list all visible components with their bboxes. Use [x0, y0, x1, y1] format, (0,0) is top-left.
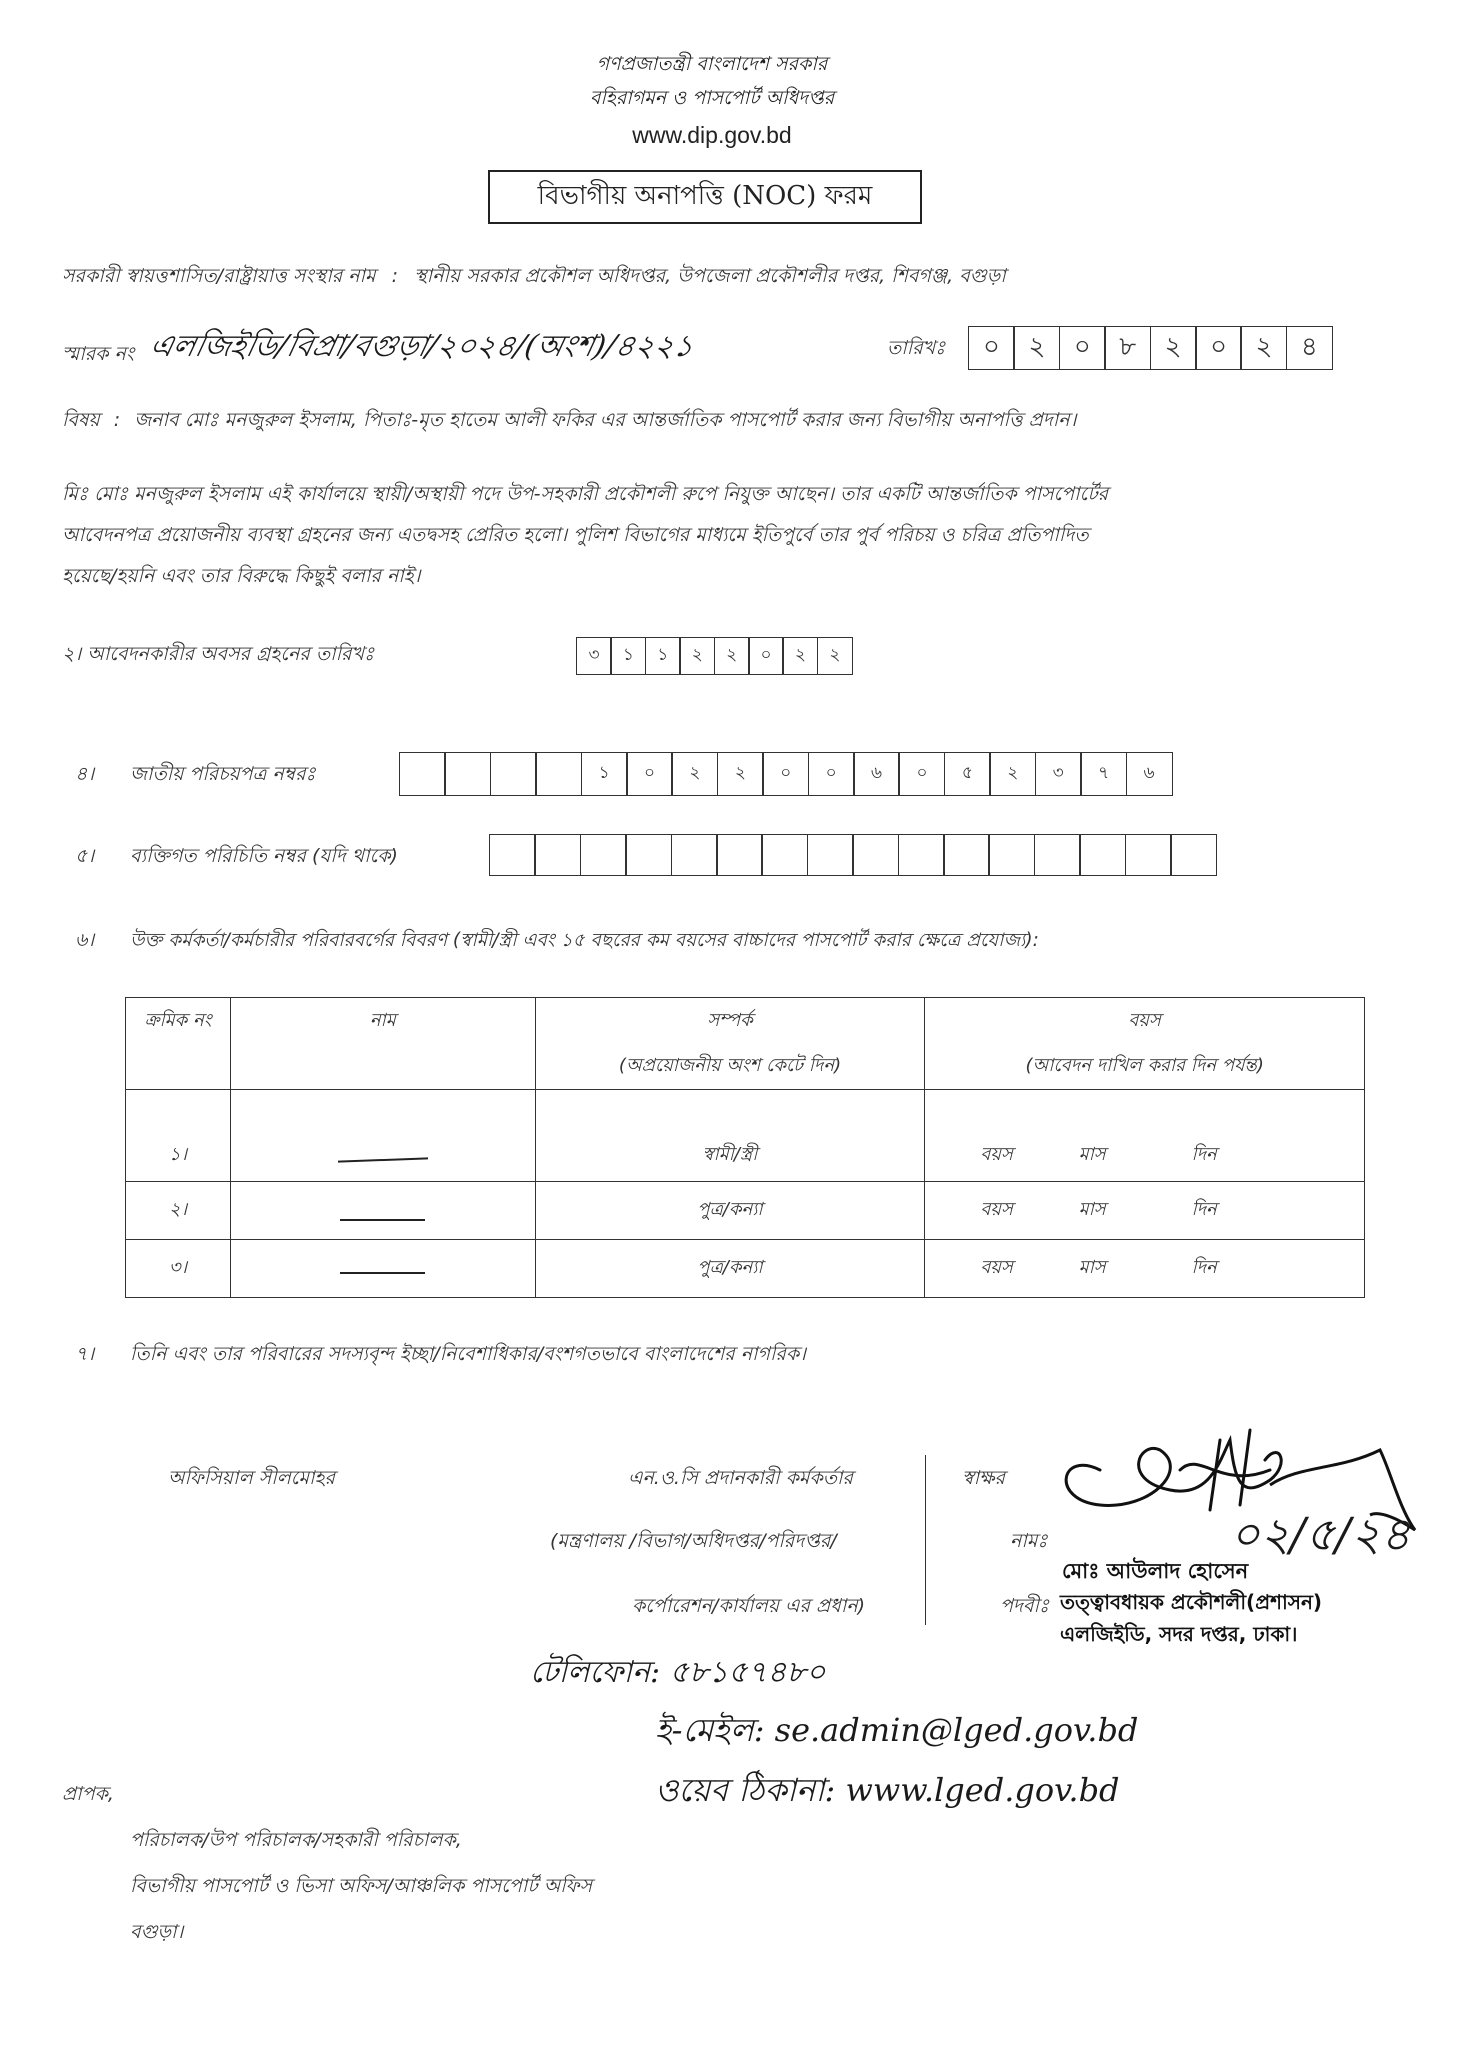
- row2-serial: ২।: [126, 1182, 231, 1240]
- digit-box: ০: [808, 752, 855, 796]
- digit-box: [943, 834, 990, 876]
- digit-box: ২: [989, 752, 1036, 796]
- digit-box: ০: [762, 752, 809, 796]
- digit-box: ৬: [853, 752, 900, 796]
- digit-box: ০: [1059, 326, 1106, 370]
- sign-date: ০২/৫/২৪: [1230, 1507, 1411, 1561]
- digit-box: ২: [1240, 326, 1287, 370]
- org-row: সরকারী স্বায়ত্তশাসিত/রাষ্ট্রায়াত্ত সংস্থার নাম : স্থানীয় সরকার প্রকৌশল অধিদপ্তর, উপজেলা প্রকৌশলীর দপ্তর, শিবগঞ্জ, বগুড়া: [62, 265, 1006, 287]
- digit-box: [444, 752, 491, 796]
- recipient-line2: বিভাগীয় পাসপোর্ট ও ভিসা অফিস/আঞ্চলিক পাসপোর্ট অফিস: [130, 1875, 593, 1897]
- digit-box: [1079, 834, 1126, 876]
- row3-serial: ৩।: [126, 1240, 231, 1298]
- th-age-note: (আবেদন দাখিল করার দিন পর্যন্ত): [1025, 1055, 1264, 1076]
- nid-boxes: [399, 752, 1171, 796]
- digit-box: [489, 834, 536, 876]
- digit-box: ২: [1013, 326, 1060, 370]
- recipient-label: প্রাপক,: [62, 1783, 114, 1805]
- handwritten-email: ই-মেইল: se.admin@lged.gov.bd: [655, 1711, 1139, 1749]
- row2-name: [230, 1182, 535, 1240]
- digit-box: ২: [782, 637, 818, 675]
- digit-box: ২: [714, 637, 750, 675]
- digit-box: ২: [679, 637, 715, 675]
- noc-giver-line3: কর্পোরেশন/কার্যালয় এর প্রধান): [632, 1595, 866, 1617]
- digit-box: ২: [671, 752, 718, 796]
- digit-box: ১: [581, 752, 628, 796]
- handwritten-web: ওয়েব ঠিকানা: www.lged.gov.bd: [655, 1771, 1120, 1809]
- noc-giver-line2: (মন্ত্রণালয় /বিভাগ/অধিদপ্তর/পরিদপ্তর/: [550, 1530, 837, 1552]
- handwritten-phone: টেলিফোন: ৫৮১৫৭৪৮০: [530, 1655, 826, 1690]
- sign-label: স্বাক্ষর: [962, 1467, 1005, 1489]
- family-table: [125, 997, 1365, 1298]
- designation-value: তত্ত্বাবধায়ক প্রকৌশলী(প্রশাসন): [1060, 1590, 1323, 1614]
- digit-box: ২: [1150, 326, 1197, 370]
- digit-box: [535, 752, 582, 796]
- digit-box: [399, 752, 446, 796]
- digit-box: [898, 834, 945, 876]
- th-name: নাম: [230, 998, 535, 1090]
- memo-date-boxes: [968, 326, 1331, 370]
- row1-relation: স্বামী/স্ত্রী: [535, 1090, 925, 1182]
- digit-box: ০: [968, 326, 1015, 370]
- th-age-title: বয়স: [1128, 1010, 1161, 1031]
- retirement-date-boxes: [576, 637, 851, 675]
- row3-age: বয়স মাস দিন: [925, 1240, 1365, 1298]
- digit-box: [1125, 834, 1172, 876]
- memo-label: স্মারক নং: [62, 343, 135, 365]
- row3-name: [230, 1240, 535, 1298]
- digit-box: [761, 834, 808, 876]
- digit-box: [988, 834, 1035, 876]
- designation-label: পদবীঃ: [1000, 1595, 1050, 1617]
- dash-mark: [340, 1219, 425, 1221]
- dash-mark: [340, 1272, 425, 1274]
- name-value: মোঃ আউলাদ হোসেন: [1062, 1559, 1249, 1583]
- item6-label: উক্ত কর্মকর্তা/কর্মচারীর পরিবারবর্গের বিবরণ (স্বামী/স্ত্রী এবং ১৫ বছরের কম বয়সের বাচ্চাদের পাসপোর্ট করার ক্ষেত্রে প্রযোজ্য):: [130, 930, 1039, 951]
- digit-box: [1170, 834, 1217, 876]
- row1-age: বয়স মাস দিন: [925, 1090, 1365, 1182]
- item5-label: ব্যক্তিগত পরিচিতি নম্বর (যদি থাকে): [130, 845, 398, 867]
- digit-box: [534, 834, 581, 876]
- row2-relation: পুত্র/কন্যা: [535, 1182, 925, 1240]
- item6-num: ৬।: [75, 929, 95, 951]
- digit-box: ৬: [1126, 752, 1173, 796]
- header-line2: বহিরাগমন ও পাসপোর্ট অধিদপ্তর: [589, 87, 835, 109]
- recipient-line3: বগুড়া।: [130, 1921, 184, 1943]
- form-title: বিভাগীয় অনাপত্তি (NOC) ফরম: [537, 181, 873, 211]
- th-relation: [535, 998, 925, 1090]
- digit-box: ১: [610, 637, 646, 675]
- digit-box: ০: [898, 752, 945, 796]
- digit-box: [716, 834, 763, 876]
- item5-num: ৫।: [75, 845, 95, 867]
- digit-box: ৫: [944, 752, 991, 796]
- subject-text: জনাব মোঃ মনজুরুল ইসলাম, পিতাঃ-মৃত হাতেম আলী ফকির এর আন্তর্জাতিক পাসপোর্ট করার জন্য বিভাগীয় অনাপত্তি প্রদান।: [134, 409, 1077, 431]
- row3-relation: পুত্র/কন্যা: [535, 1240, 925, 1298]
- digit-box: ১: [645, 637, 681, 675]
- digit-box: [671, 834, 718, 876]
- table-row: [126, 1240, 1365, 1298]
- table-header-row: [126, 998, 1365, 1090]
- noc-giver-line1: এন.ও.সি প্রদানকারী কর্মকর্তার: [628, 1467, 853, 1489]
- digit-box: ৭: [1080, 752, 1127, 796]
- recipient-line1: পরিচালক/উপ পরিচালক/সহকারী পরিচালক,: [130, 1829, 462, 1851]
- name-label: নামঃ: [1010, 1530, 1048, 1552]
- digit-box: [1034, 834, 1081, 876]
- digit-box: [490, 752, 537, 796]
- digit-box: [580, 834, 627, 876]
- office-value: এলজিইডি, সদর দপ্তর, ঢাকা।: [1060, 1622, 1298, 1646]
- org-value: স্থানীয় সরকার প্রকৌশল অধিদপ্তর, উপজেলা প্রকৌশলীর দপ্তর, শিবগঞ্জ, বগুড়া: [414, 265, 1006, 287]
- subject-label: বিষয়: [62, 409, 100, 431]
- date-label: তারিখঃ: [887, 337, 946, 359]
- dash-mark: [338, 1157, 428, 1162]
- item4-label: জাতীয় পরিচয়পত্র নম্বরঃ: [130, 763, 316, 785]
- item4-num: ৪।: [75, 763, 95, 785]
- seal-label: অফিসিয়াল সীলমোহর: [168, 1467, 335, 1489]
- subject-row: বিষয় : জনাব মোঃ মনজুরুল ইসলাম, পিতাঃ-মৃত হাতেম আলী ফকির এর আন্তর্জাতিক পাসপোর্ট করার জন্য বিভাগীয় অনাপত্তি প্রদান।: [62, 409, 1077, 431]
- digit-box: ০: [626, 752, 673, 796]
- item7-num: ৭।: [75, 1343, 95, 1365]
- digit-box: ০: [748, 637, 784, 675]
- vertical-divider: [925, 1455, 926, 1625]
- body-line3: হয়েছে/হয়নি এবং তার বিরুদ্ধে কিছুই বলার নাই।: [62, 565, 421, 587]
- digit-box: ৩: [1035, 752, 1082, 796]
- memo-value: এলজিইডি/বিপ্রা/বগুড়া/২০২৪/(অংশ)/৪২২১: [146, 329, 698, 364]
- item2-label: ২। আবেদনকারীর অবসর গ্রহনের তারিখঃ: [62, 643, 375, 665]
- table-row: [126, 1182, 1365, 1240]
- header-line1: গণপ্রজাতন্ত্রী বাংলাদেশ সরকার: [596, 53, 828, 75]
- digit-box: ০: [1195, 326, 1242, 370]
- row2-age: বয়স মাস দিন: [925, 1182, 1365, 1240]
- digit-box: ২: [717, 752, 764, 796]
- row1-serial: ১।: [126, 1090, 231, 1182]
- th-serial: ক্রমিক নং: [126, 998, 231, 1090]
- digit-box: [625, 834, 672, 876]
- body-line2: আবেদনপত্র প্রয়োজনীয় ব্যবস্থা গ্রহনের জন্য এতদ্বসহ প্রেরিত হলো। পুলিশ বিভাগের মাধ্যমে ইতিপুর্বে তার পুর্ব পরিচয় ও চরিত্র প্রতিপাদিত: [62, 524, 1089, 546]
- digit-box: ২: [817, 637, 853, 675]
- digit-box: ৩: [576, 637, 612, 675]
- body-line1: মিঃ মোঃ মনজুরুল ইসলাম এই কার্যালয়ে স্থায়ী/অস্থায়ী পদে উপ-সহকারী প্রকৌশলী রুপে নিযুক্ত আছেন। তার একটি আন্তর্জাতিক পাসপোর্টের: [62, 483, 1109, 505]
- th-relation-note: (অপ্রয়োজনীয় অংশ কেটে দিন): [618, 1055, 842, 1076]
- digit-box: ৮: [1104, 326, 1151, 370]
- table-row: [126, 1090, 1365, 1182]
- pin-boxes: [489, 834, 1216, 876]
- th-age: [925, 998, 1365, 1090]
- form-title-box: [488, 170, 922, 224]
- item7-label: তিনি এবং তার পরিবারের সদস্যবৃন্দ ইচ্ছা/নিবেশাধিকার/বংশগতভাবে বাংলাদেশের নাগরিক।: [130, 1343, 806, 1365]
- th-relation-title: সম্পর্ক: [707, 1010, 753, 1031]
- digit-box: [852, 834, 899, 876]
- org-label: সরকারী স্বায়ত্তশাসিত/রাষ্ট্রায়াত্ত সংস্থার নাম: [62, 265, 376, 287]
- digit-box: [807, 834, 854, 876]
- digit-box: ৪: [1286, 326, 1333, 370]
- website-url: www.dip.gov.bd: [632, 122, 792, 148]
- row1-name: [230, 1090, 535, 1182]
